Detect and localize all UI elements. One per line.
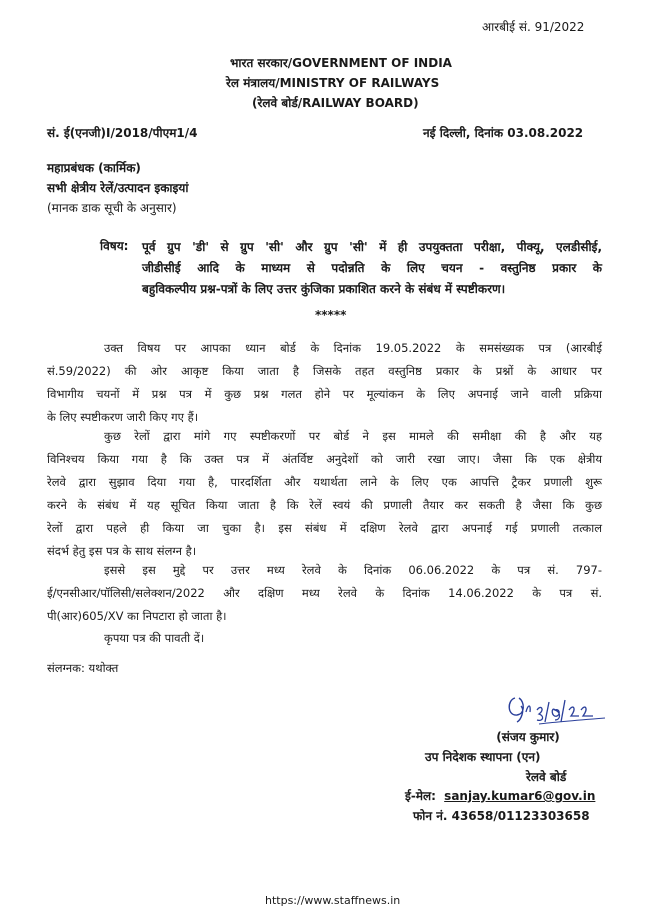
paragraph-line: करने के संबंध में यह सूचित किया जाता है कि रेलें स्वयं की प्रणाली तैयार कर सकती है जैसा कि कुछ bbox=[47, 498, 602, 512]
paragraph-line: उक्त विषय पर आपका ध्यान बोर्ड के दिनांक 19.05.2022 के समसंख्यक पत्र (आरबीई bbox=[104, 341, 602, 355]
handwritten-signature bbox=[495, 690, 615, 730]
signatory-designation: उप निदेशक स्थापना (एन) bbox=[425, 750, 541, 764]
paragraph-line: रेलों द्वारा पहले ही किया जा चुका है। इस संबंध में दक्षिण रेलवे द्वारा अपनाई गई प्रणाली तत्काल bbox=[47, 521, 602, 535]
recipient-line: सभी क्षेत्रीय रेलें/उत्पादन इकाइयां bbox=[47, 181, 189, 195]
paragraph-line: ई/एनसीआर/पॉलिसी/सलेक्शन/2022 और दक्षिण मध्य रेलवे के दिनांक 14.06.2022 के पत्र सं. bbox=[47, 586, 602, 600]
recipient-block bbox=[47, 158, 189, 218]
subject-line: जीडीसीई आदि के माध्यम से पदोन्नति के लिए चयन - वस्तुनिष्ठ प्रकार के bbox=[142, 261, 602, 275]
signatory-email bbox=[405, 787, 595, 804]
paragraph-line: सं.59/2022) की ओर आकृष्ट किया जाता है जिसके तहत वस्तुनिष्ठ प्रकार के प्रश्नों के आधार पर bbox=[47, 364, 602, 378]
paragraph-2 bbox=[47, 425, 602, 563]
letterhead-line-board: (रेलवे बोर्ड/RAILWAY BOARD) bbox=[252, 96, 419, 110]
letterhead bbox=[200, 53, 450, 113]
subject-line: पूर्व ग्रुप 'डी' से ग्रुप 'सी' और ग्रुप 'सी' में ही उपयुक्तता परीक्षा, पीक्यू, एलडीसीई, bbox=[142, 240, 602, 254]
subject-line: बहुविकल्पीय प्रश्न-पत्रों के लिए उत्तर कुंजिका प्रकाशित करने के संबंध में स्पष्टीकरण। bbox=[142, 282, 506, 296]
paragraph-line: कुछ रेलों द्वारा मांगे गए स्पष्टीकरणों पर बोर्ड ने इस मामले की समीक्षा की है और यह bbox=[104, 429, 602, 443]
letter-number: सं. ई(एनजी)I/2018/पीएम1/4 bbox=[47, 126, 198, 140]
paragraph-line: विभागीय चयनों में प्रश्न पत्र में कुछ प्रश्न गलत होने पर मूल्यांकन के लिए अपनाई जाने वाली प्रक्रिया bbox=[47, 387, 602, 401]
paragraph-line: के लिए स्पष्टीकरण जारी किए गए हैं। bbox=[47, 410, 199, 424]
separator: ***** bbox=[315, 308, 347, 322]
document-reference: आरबीई सं. 91/2022 bbox=[482, 20, 585, 34]
signatory-office: रेलवे बोर्ड bbox=[526, 770, 567, 784]
email-label: ई-मेल: bbox=[405, 789, 436, 803]
letterhead-line-government: भारत सरकार/GOVERNMENT OF INDIA bbox=[230, 56, 452, 70]
subject-text bbox=[142, 237, 602, 300]
paragraph-line: संदर्भ हेतु इस पत्र के साथ संलग्न है। bbox=[47, 544, 197, 558]
paragraph-line: इससे इस मुद्दे पर उत्तर मध्य रेलवे के दिनांक 06.06.2022 के पत्र सं. 797- bbox=[104, 563, 602, 577]
signatory-phone: फोन नं. 43658/01123303658 bbox=[413, 809, 590, 823]
subject-label: विषय: bbox=[100, 239, 129, 253]
paragraph-3 bbox=[47, 559, 602, 628]
place-date: नई दिल्ली, दिनांक 03.08.2022 bbox=[423, 126, 584, 140]
letterhead-line-ministry: रेल मंत्रालय/MINISTRY OF RAILWAYS bbox=[226, 76, 440, 90]
paragraph-line: पी(आर)605/XV का निपटारा हो जाता है। bbox=[47, 609, 227, 623]
paragraph-line: रेलवे द्वारा सुझाव दिया गया है, पारदर्शिता और यथार्थता लाने के लिए एक आपत्ति ट्रैकर प्रणाली शुरू bbox=[47, 475, 602, 489]
enclosure-note: संलग्नक: यथोक्त bbox=[47, 661, 119, 675]
signatory-name: (संजय कुमार) bbox=[496, 730, 560, 744]
recipient-line: (मानक डाक सूची के अनुसार) bbox=[47, 201, 177, 215]
paragraph-line: विनिश्चय किया गया है कि उक्त पत्र में अंतर्विष्ट अनुदेशों को जारी रखा जाए। जैसा कि एक क्षेत्रीय bbox=[47, 452, 602, 466]
paragraph-4: कृपया पत्र की पावती दें। bbox=[104, 631, 205, 645]
recipient-line: महाप्रबंधक (कार्मिक) bbox=[47, 161, 141, 175]
email-link[interactable]: sanjay.kumar6@gov.in bbox=[444, 789, 596, 803]
footer-url[interactable]: https://www.staffnews.in bbox=[265, 894, 401, 907]
paragraph-1 bbox=[47, 337, 602, 429]
